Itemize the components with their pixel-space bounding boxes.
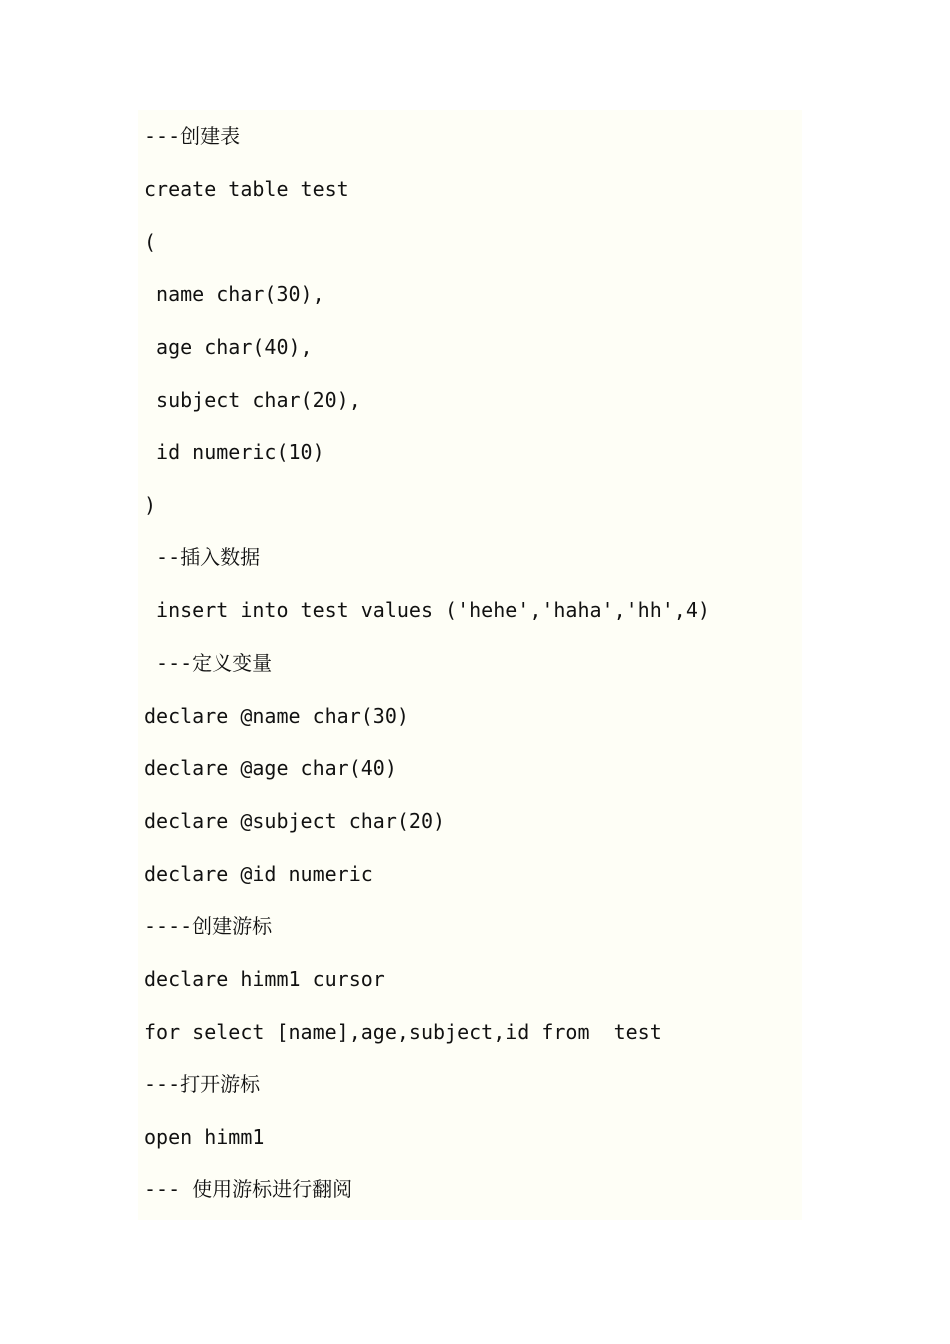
comment-create-cursor: ----创建游标 xyxy=(144,914,273,938)
code-line-column-subject: subject char(20), xyxy=(144,388,361,412)
comment-define-variables: ---定义变量 xyxy=(144,651,273,675)
comment-insert-data: --插入数据 xyxy=(144,545,261,569)
code-line-column-name: name char(30), xyxy=(144,282,325,306)
code-line-insert: insert into test values ('hehe','haha','hh',4) xyxy=(144,598,710,622)
code-line-for-select: for select [name],age,subject,id from test xyxy=(144,1020,662,1044)
comment-use-cursor: --- 使用游标进行翻阅 xyxy=(144,1177,353,1201)
code-line-declare-name: declare @name char(30) xyxy=(144,704,409,728)
code-line-open-cursor: open himm1 xyxy=(144,1125,265,1149)
code-line-column-id: id numeric(10) xyxy=(144,440,325,464)
code-line-open-paren: ( xyxy=(144,230,157,254)
code-line-create-table: create table test xyxy=(144,177,349,201)
comment-create-table: ---创建表 xyxy=(144,124,241,148)
code-line-declare-cursor: declare himm1 cursor xyxy=(144,967,385,991)
code-line-declare-subject: declare @subject char(20) xyxy=(144,809,446,833)
code-line-declare-id: declare @id numeric xyxy=(144,862,373,886)
code-line-column-age: age char(40), xyxy=(144,335,313,359)
comment-open-cursor: ---打开游标 xyxy=(144,1072,261,1096)
code-line-declare-age: declare @age char(40) xyxy=(144,756,397,780)
code-line-close-paren: ) xyxy=(144,493,157,517)
